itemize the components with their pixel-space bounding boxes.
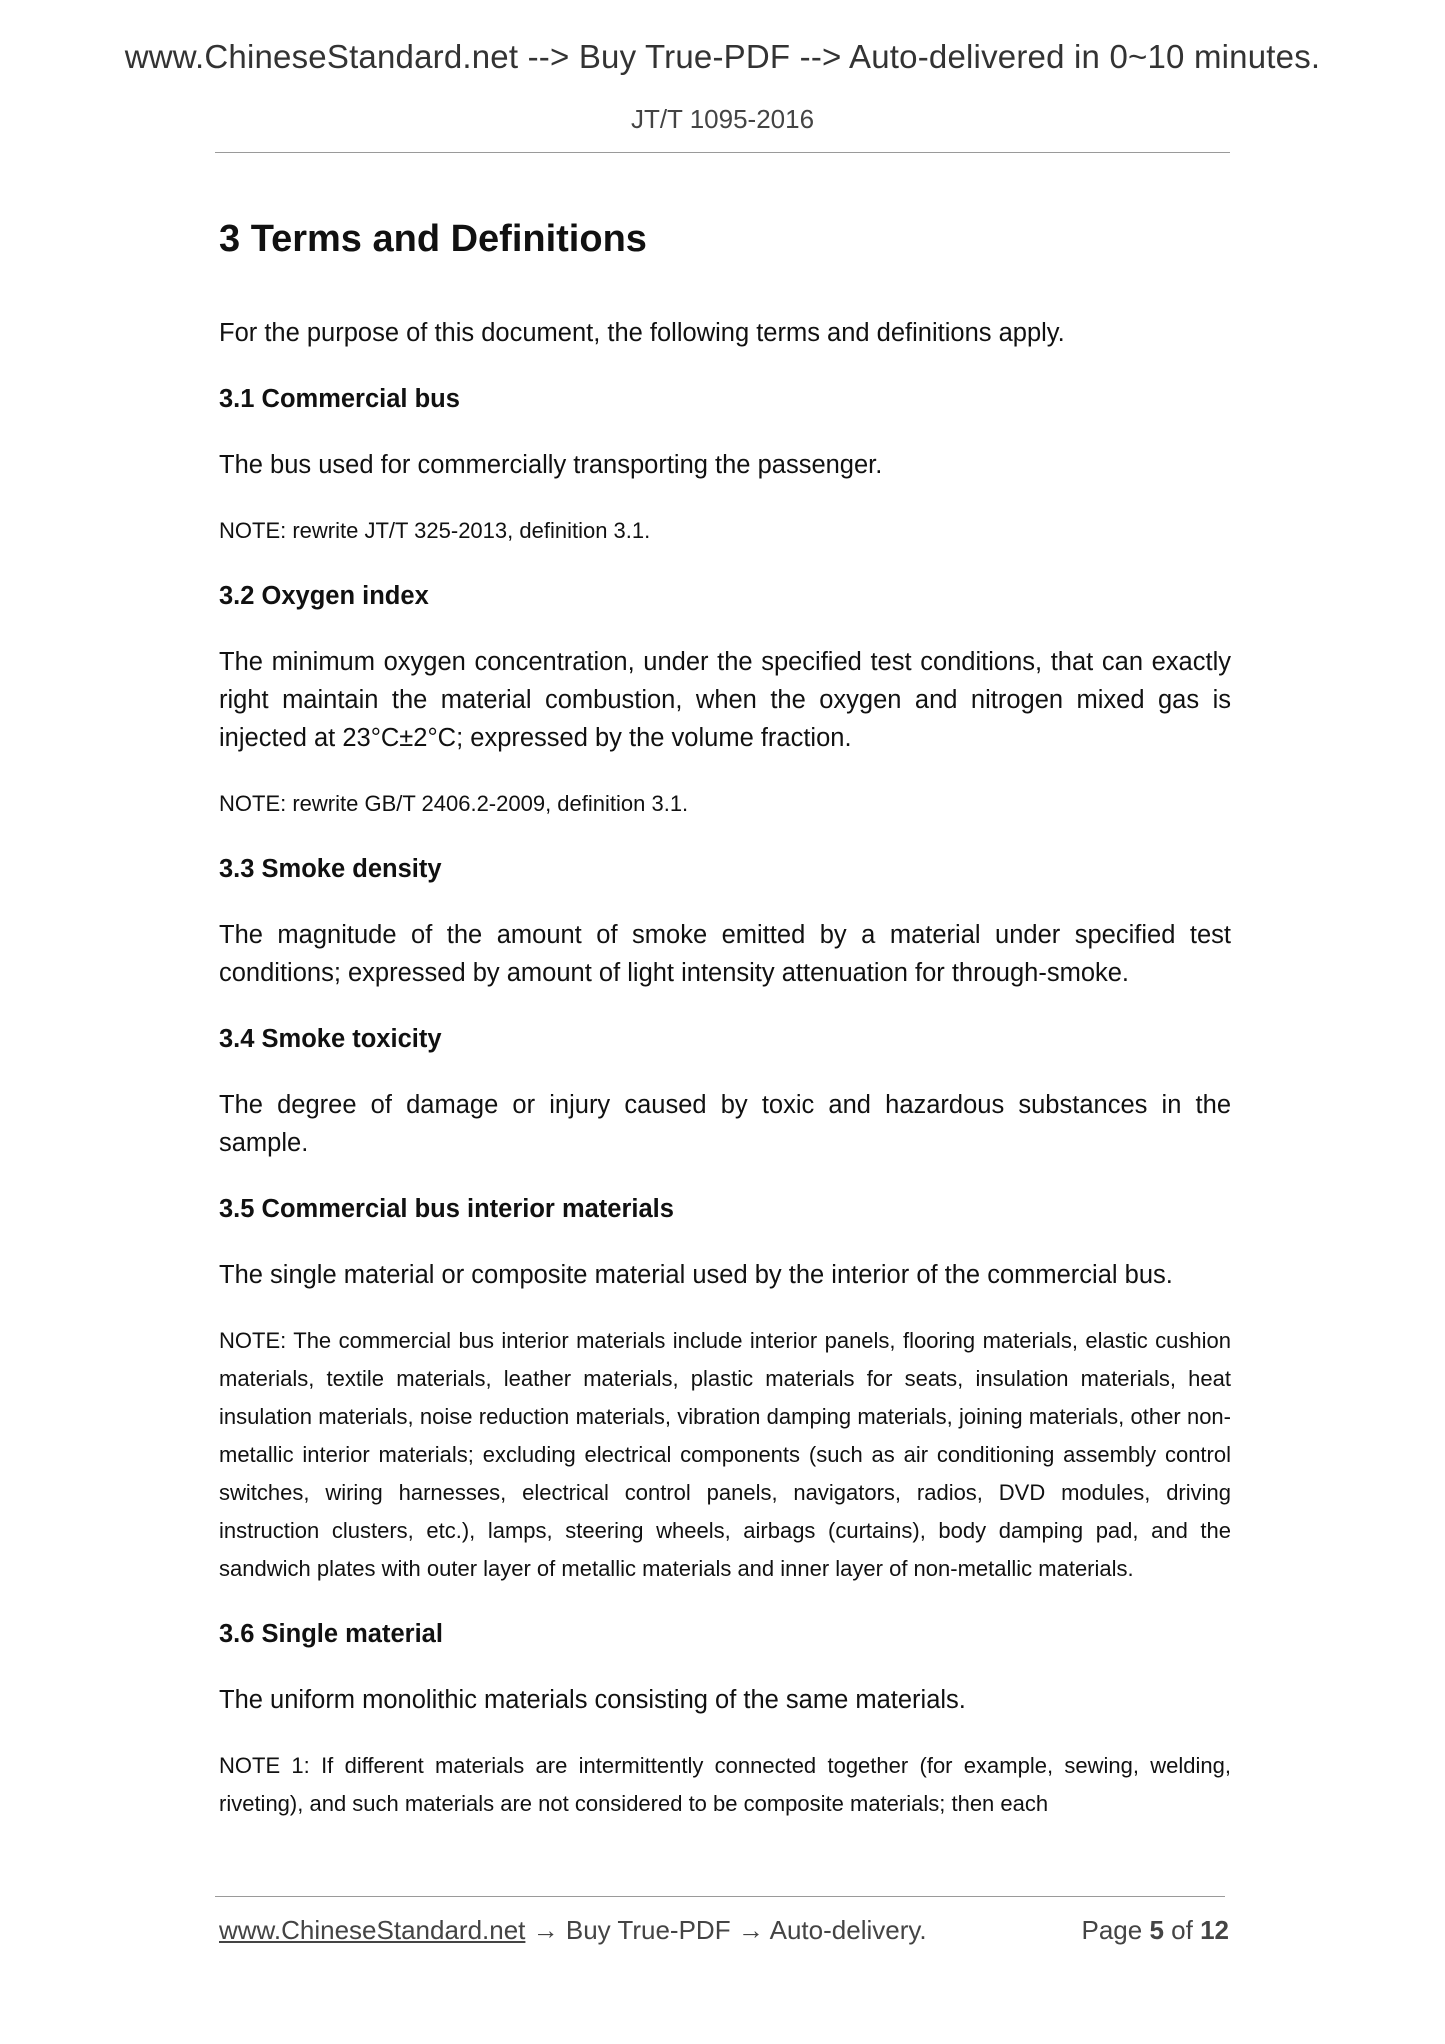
term-note-commercial-bus: NOTE: rewrite JT/T 325-2013, definition 3.1. <box>219 518 651 543</box>
page-indicator <box>1081 1915 1229 1946</box>
term-definition-oxygen-index: The minimum oxygen concentration, under the specified test conditions, that can exactly right maintain the material combustion, when the oxygen and nitrogen mixed gas is injected at 23°C±2°C; expressed by the volume fraction. <box>219 648 1231 752</box>
arrow-right-icon: → <box>532 1915 559 1945</box>
term-heading-oxygen-index: 3.2 Oxygen index <box>219 582 429 610</box>
term-heading-smoke-density: 3.3 Smoke density <box>219 855 442 883</box>
page-label: Page <box>1081 1915 1143 1945</box>
term-definition-interior-materials: The single material or composite material used by the interior of the commercial bus. <box>219 1261 1173 1289</box>
footer-site-link[interactable]: www.ChineseStandard.net <box>219 1915 526 1945</box>
document-body <box>219 210 1231 1850</box>
term-note-single-material: NOTE 1: If different materials are intermittently connected together (for example, sewing, welding, riveting), and such materials are not considered to be composite materials; then each <box>219 1753 1231 1816</box>
footer-delivery-text: Auto-delivery. <box>769 1915 927 1945</box>
footer-buy-text: Buy True-PDF <box>565 1915 731 1945</box>
of-label: of <box>1171 1915 1193 1945</box>
page-number: 5 <box>1149 1915 1164 1945</box>
term-heading-single-material: 3.6 Single material <box>219 1620 443 1648</box>
term-definition-smoke-toxicity: The degree of damage or injury caused by toxic and hazardous substances in the sample. <box>219 1091 1231 1157</box>
term-definition-smoke-density: The magnitude of the amount of smoke emitted by a material under specified test conditions; expressed by amount of light intensity attenuation for through-smoke. <box>219 921 1231 987</box>
header-divider <box>215 152 1230 153</box>
arrow-right-icon: → <box>737 1915 764 1945</box>
term-definition-commercial-bus: The bus used for commercially transporting the passenger. <box>219 451 883 479</box>
term-heading-smoke-toxicity: 3.4 Smoke toxicity <box>219 1025 442 1053</box>
section-intro: For the purpose of this document, the following terms and definitions apply. <box>219 319 1065 347</box>
footer-promo <box>219 1915 927 1946</box>
term-note-interior-materials: NOTE: The commercial bus interior materials include interior panels, flooring materials, elastic cushion materials, textile materials, leather materials, plastic materials for seats, insulation materials, heat insulation materials, noise reduction materials, vibration damping materials, joining materials, other non-metallic interior materials; excluding electrical components (such as air conditioning assembly control switches, wiring harnesses, electrical control panels, navigators, radios, DVD modules, driving instruction clusters, etc.), lamps, steering wheels, airbags (curtains), body damping pad, and the sandwich plates with outer layer of metallic materials and inner layer of non-metallic materials. <box>219 1328 1231 1581</box>
standard-code: JT/T 1095-2016 <box>630 104 815 134</box>
site-banner: www.ChineseStandard.net --> Buy True-PDF --> Auto-delivered in 0~10 minutes. <box>124 38 1321 75</box>
total-pages: 12 <box>1200 1915 1229 1945</box>
term-heading-interior-materials: 3.5 Commercial bus interior materials <box>219 1195 674 1223</box>
term-note-oxygen-index: NOTE: rewrite GB/T 2406.2-2009, definition 3.1. <box>219 791 689 816</box>
section-title: 3 Terms and Definitions <box>219 218 647 260</box>
footer-divider <box>215 1896 1225 1897</box>
term-definition-single-material: The uniform monolithic materials consisting of the same materials. <box>219 1686 966 1714</box>
term-heading-commercial-bus: 3.1 Commercial bus <box>219 385 460 413</box>
